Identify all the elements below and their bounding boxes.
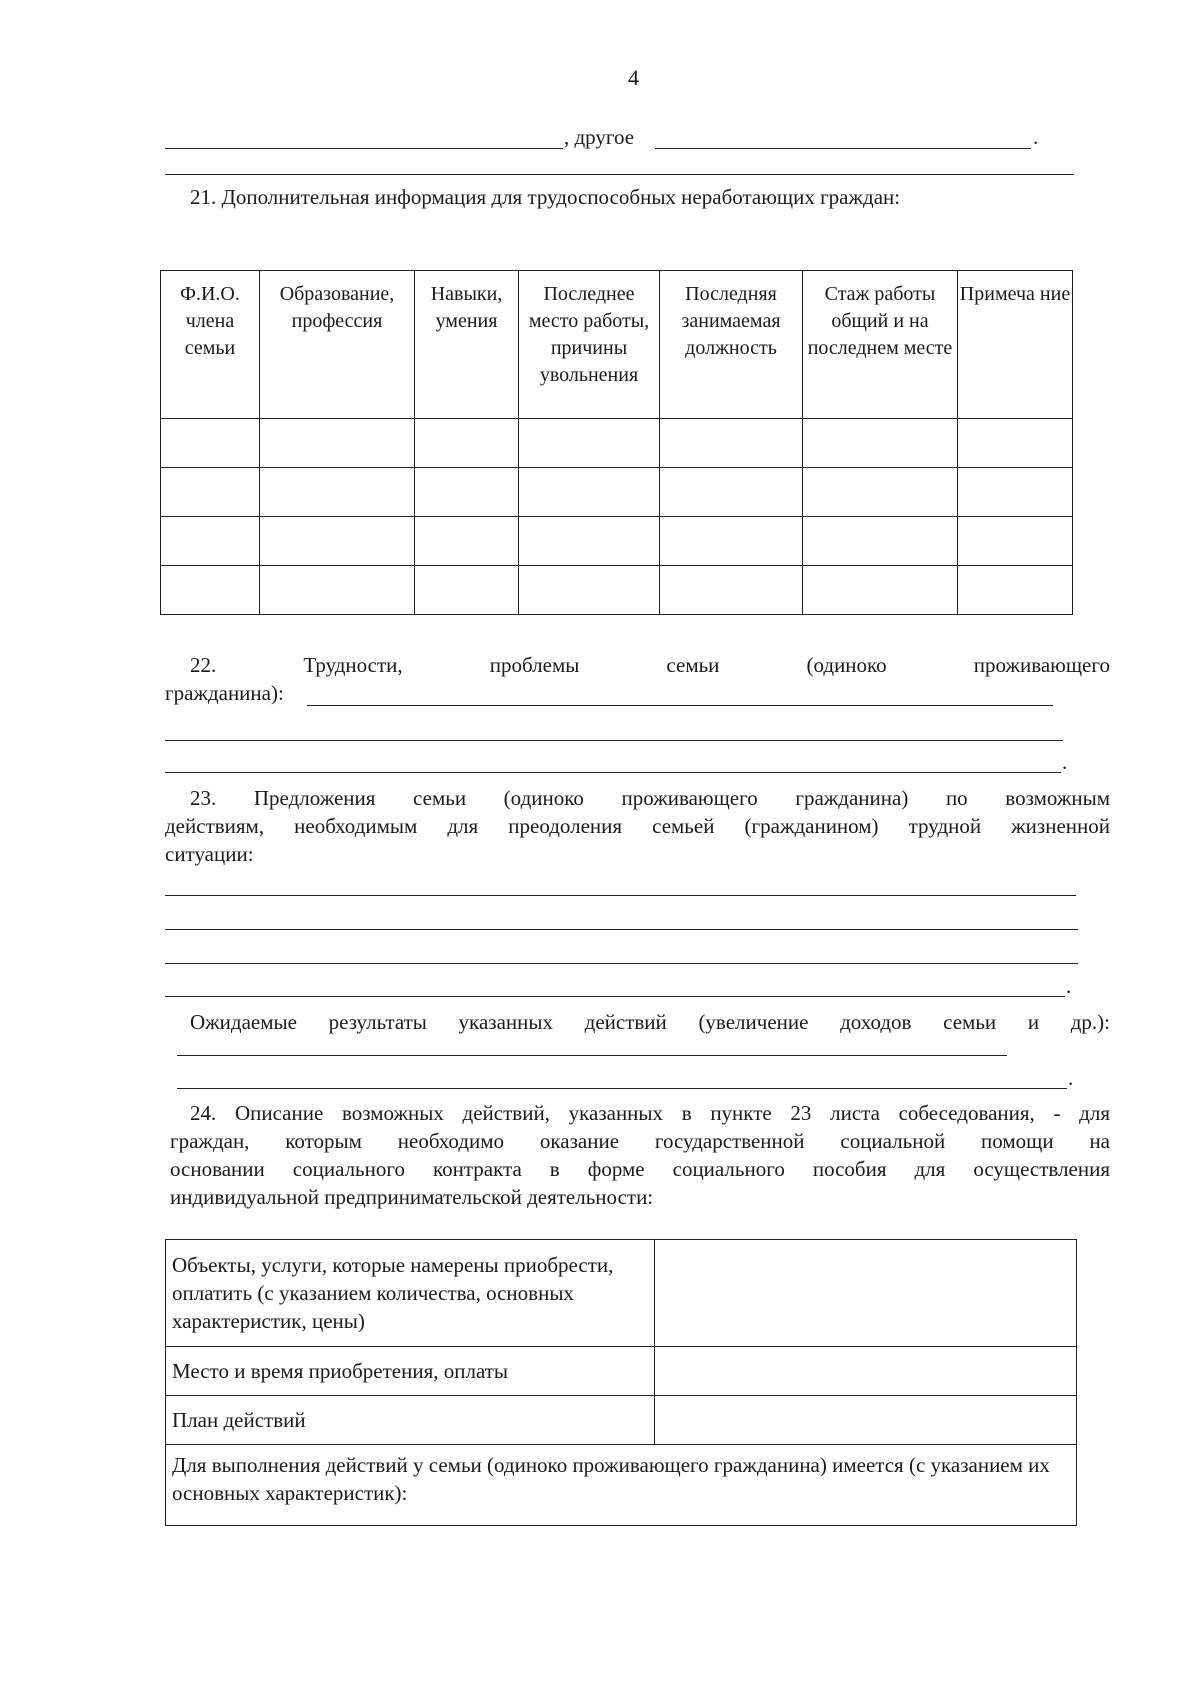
table-cell[interactable]: [415, 419, 519, 468]
place-time-label: Место и время приобретения, оплаты: [166, 1347, 655, 1396]
table-cell[interactable]: [415, 517, 519, 566]
word: Трудности,: [303, 653, 403, 677]
entrepreneurship-table: [165, 1239, 1077, 1526]
section-24-line-4: индивидуальной предпринимательской деятельности:: [170, 1185, 654, 1209]
other-label: , другое: [564, 125, 635, 149]
table-cell[interactable]: [958, 419, 1073, 468]
table-cell[interactable]: [161, 566, 260, 615]
table-cell[interactable]: [958, 566, 1073, 615]
table-cell[interactable]: [660, 468, 803, 517]
section-24-line-1: 24. Описание возможных действий, указанных в пункте 23 листа собеседования, - для: [190, 1101, 1110, 1125]
action-plan-value[interactable]: [655, 1396, 1077, 1445]
blank-line[interactable]: [165, 174, 1074, 175]
section-23-line-1: 23. Предложения семьи (одиноко проживающего гражданина) по возможным: [190, 786, 1110, 810]
table-cell[interactable]: [958, 517, 1073, 566]
period: .: [1068, 1066, 1074, 1090]
table-header-row: [161, 271, 1073, 419]
available-resources-label[interactable]: Для выполнения действий у семьи (одиноко проживающего гражданина) имеется (с указанием их основных характеристик):: [166, 1445, 1077, 1526]
word: проблемы: [489, 653, 580, 677]
table-cell[interactable]: [519, 566, 660, 615]
column-header-experience: Стаж работы общий и на последнем месте: [803, 271, 958, 419]
table-row: [166, 1240, 1077, 1347]
table-cell[interactable]: [660, 419, 803, 468]
table-cell[interactable]: [415, 566, 519, 615]
period: .: [1066, 974, 1072, 998]
table-cell[interactable]: [803, 517, 958, 566]
table-cell[interactable]: [260, 468, 415, 517]
table-row: [166, 1396, 1077, 1445]
blank-line[interactable]: [165, 148, 563, 149]
blank-line[interactable]: [307, 705, 1053, 706]
table-row: [161, 419, 1073, 468]
table-cell[interactable]: [660, 566, 803, 615]
table-cell[interactable]: [260, 419, 415, 468]
word: проживающего: [973, 653, 1110, 677]
blank-line[interactable]: [177, 1088, 1067, 1089]
table-cell[interactable]: [803, 566, 958, 615]
word: 22.: [190, 653, 217, 677]
column-header-fio: Ф.И.О. члена семьи: [161, 271, 260, 419]
table-cell[interactable]: [660, 517, 803, 566]
other-blank-line[interactable]: [655, 148, 1031, 149]
column-header-last-job: Последнее место работы, причины увольнения: [519, 271, 660, 419]
blank-line[interactable]: [165, 996, 1065, 997]
blank-line[interactable]: [165, 963, 1078, 964]
table-cell[interactable]: [519, 517, 660, 566]
expected-results-label: Ожидаемые результаты указанных действий (увеличение доходов семьи и др.):: [190, 1010, 1110, 1034]
table-row: [161, 566, 1073, 615]
objects-services-label: Объекты, услуги, которые намерены приобрести, оплатить (с указанием количества, основных характеристик, цены): [166, 1240, 655, 1347]
column-header-last-position: Последняя занимаемая должность: [660, 271, 803, 419]
action-plan-label: План действий: [166, 1396, 655, 1445]
word: семьи: [666, 653, 720, 677]
table-cell[interactable]: [161, 419, 260, 468]
section-24-line-3: основании социального контракта в форме социального пособия для осуществления: [170, 1157, 1110, 1181]
column-header-note: Примеча ние: [958, 271, 1073, 419]
table-row: [161, 468, 1073, 517]
table-cell[interactable]: [519, 419, 660, 468]
section-22-line-1: [190, 651, 1110, 679]
section-22-line-2: гражданина):: [165, 681, 284, 705]
blank-line[interactable]: [165, 740, 1063, 741]
word: (одиноко: [806, 653, 887, 677]
table-cell[interactable]: [519, 468, 660, 517]
blank-line[interactable]: [165, 895, 1076, 896]
period: .: [1062, 750, 1068, 774]
column-header-skills: Навыки, умения: [415, 271, 519, 419]
blank-line[interactable]: [165, 772, 1061, 773]
table-row: [161, 517, 1073, 566]
unemployed-info-table: [160, 270, 1073, 615]
page-number: 4: [628, 65, 639, 90]
table-cell[interactable]: [803, 468, 958, 517]
table-cell[interactable]: [161, 517, 260, 566]
column-header-education: Образование, профессия: [260, 271, 415, 419]
table-cell[interactable]: [415, 468, 519, 517]
table-cell[interactable]: [803, 419, 958, 468]
section-21-heading: 21. Дополнительная информация для трудоспособных неработающих граждан:: [190, 185, 901, 209]
table-row: [166, 1445, 1077, 1526]
period: .: [1033, 125, 1039, 149]
section-24-line-2: граждан, которым необходимо оказание государственной социальной помощи на: [170, 1129, 1110, 1153]
table-cell[interactable]: [958, 468, 1073, 517]
objects-services-value[interactable]: [655, 1240, 1077, 1347]
table-cell[interactable]: [260, 517, 415, 566]
place-time-value[interactable]: [655, 1347, 1077, 1396]
table-cell[interactable]: [161, 468, 260, 517]
section-23-line-2: действиям, необходимым для преодоления семьей (гражданином) трудной жизненной: [165, 814, 1110, 838]
blank-line[interactable]: [177, 1055, 1007, 1056]
table-cell[interactable]: [260, 566, 415, 615]
blank-line[interactable]: [165, 929, 1078, 930]
table-row: [166, 1347, 1077, 1396]
section-23-line-3: ситуации:: [165, 842, 254, 866]
